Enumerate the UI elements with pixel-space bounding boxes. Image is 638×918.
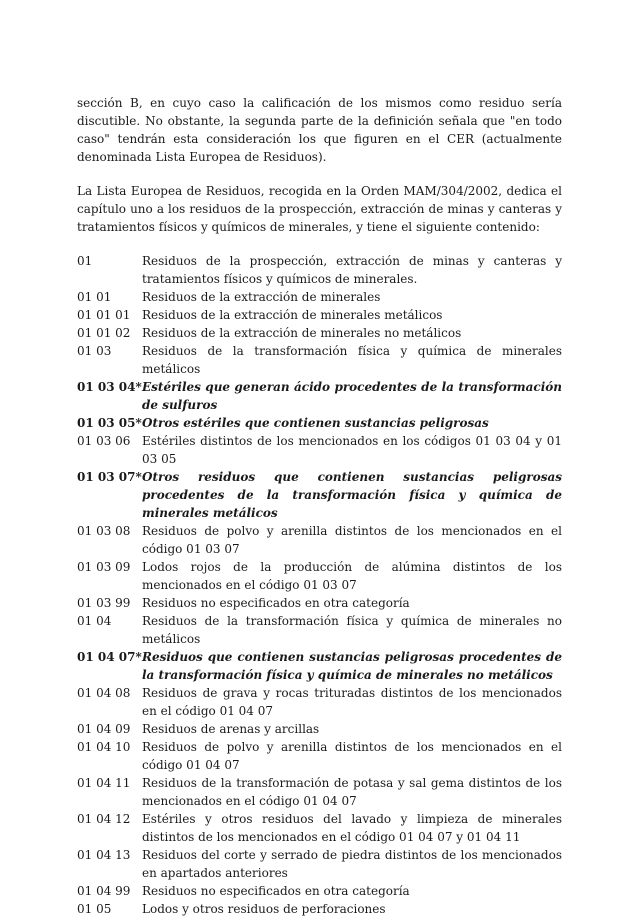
waste-code: 01 01 01 [77, 308, 131, 322]
waste-description: Estériles y otros residuos del lavado y limpieza de minerales distintos de los mencionados en el código 01 04 07 y 01 04 11 [142, 812, 562, 844]
waste-code: 01 03 07* [77, 470, 142, 484]
waste-code: 01 03 04* [77, 380, 142, 394]
waste-description: Residuos del corte y serrado de piedra distintos de los mencionados en apartados anteriores [142, 848, 562, 880]
waste-code-entry [77, 324, 562, 342]
waste-code: 01 03 06 [77, 434, 131, 448]
intro-paragraph-1: sección B, en cuyo caso la calificación de los mismos como residuo sería discutible. No obstante, la segunda parte de la definición señala que "en todo caso" tendrán esta consideración los que figuren en el CER (actualmente denominada Lista Europea de Residuos). [77, 96, 562, 164]
waste-code: 01 03 09 [77, 560, 131, 574]
waste-code-entry [77, 252, 562, 288]
waste-code: 01 03 [77, 344, 112, 358]
waste-code: 01 04 10 [77, 740, 131, 754]
waste-description: Residuos no especificados en otra categoría [142, 596, 410, 610]
waste-code-entry [77, 594, 562, 612]
waste-code-entry [77, 432, 562, 468]
waste-description: Otros estériles que contienen sustancias peligrosas [142, 416, 489, 430]
waste-description: Residuos de la prospección, extracción de minas y canteras y tratamientos físicos y químicos de minerales. [142, 254, 562, 286]
waste-description: Residuos de la extracción de minerales [142, 290, 381, 304]
waste-code: 01 04 [77, 614, 112, 628]
waste-description: Residuos de polvo y arenilla distintos de los mencionados en el código 01 03 07 [142, 524, 562, 556]
waste-code-list [77, 252, 562, 918]
waste-code-entry [77, 738, 562, 774]
waste-code-entry [77, 810, 562, 846]
waste-description: Residuos que contienen sustancias peligrosas procedentes de la transformación física y química de minerales no metálicos [142, 650, 562, 682]
waste-code-entry [77, 306, 562, 324]
hazardous-waste-entry [77, 648, 562, 684]
waste-code-entry [77, 774, 562, 810]
waste-code: 01 03 05* [77, 416, 142, 430]
waste-description: Lodos y otros residuos de perforaciones [142, 902, 386, 916]
waste-code-entry [77, 342, 562, 378]
waste-description: Residuos de grava y rocas trituradas distintos de los mencionados en el código 01 04 07 [142, 686, 562, 718]
waste-code-entry [77, 522, 562, 558]
waste-code-entry [77, 882, 562, 900]
waste-description: Residuos de la transformación física y química de minerales metálicos [142, 344, 562, 376]
waste-code: 01 04 99 [77, 884, 131, 898]
waste-code: 01 01 02 [77, 326, 131, 340]
waste-description: Estériles distintos de los mencionados en los códigos 01 03 04 y 01 03 05 [142, 434, 562, 466]
waste-code: 01 04 13 [77, 848, 131, 862]
waste-code: 01 01 [77, 290, 112, 304]
waste-description: Lodos rojos de la producción de alúmina distintos de los mencionados en el código 01 03 07 [142, 560, 562, 592]
waste-description: Residuos de la transformación de potasa y sal gema distintos de los mencionados en el código 01 04 07 [142, 776, 562, 808]
waste-code: 01 04 07* [77, 650, 142, 664]
waste-code: 01 03 99 [77, 596, 131, 610]
waste-code-entry [77, 684, 562, 720]
waste-code: 01 [77, 254, 93, 268]
waste-description: Residuos no especificados en otra categoría [142, 884, 410, 898]
waste-code: 01 03 08 [77, 524, 131, 538]
waste-code-entry [77, 288, 562, 306]
intro-paragraph-2: La Lista Europea de Residuos, recogida en la Orden MAM/304/2002, dedica el capítulo uno a los residuos de la prospección, extracción de minas y canteras y tratamientos físicos y químicos de minerales, y tiene el siguiente contenido: [77, 184, 562, 234]
waste-code-entry [77, 558, 562, 594]
hazardous-waste-entry [77, 378, 562, 414]
waste-code: 01 04 12 [77, 812, 131, 826]
waste-description: Residuos de la transformación física y química de minerales no metálicos [142, 614, 562, 646]
waste-description: Residuos de polvo y arenilla distintos de los mencionados en el código 01 04 07 [142, 740, 562, 772]
hazardous-waste-entry [77, 468, 562, 522]
waste-code-entry [77, 846, 562, 882]
waste-code: 01 04 09 [77, 722, 131, 736]
waste-description: Residuos de arenas y arcillas [142, 722, 320, 736]
waste-description: Residuos de la extracción de minerales no metálicos [142, 326, 462, 340]
waste-description: Residuos de la extracción de minerales metálicos [142, 308, 443, 322]
document-page [77, 94, 562, 918]
waste-description: Estériles que generan ácido procedentes de la transformación de sulfuros [142, 380, 562, 412]
waste-code: 01 05 [77, 902, 112, 916]
waste-code-entry [77, 612, 562, 648]
waste-code: 01 04 11 [77, 776, 131, 790]
hazardous-waste-entry [77, 414, 562, 432]
waste-code-entry [77, 720, 562, 738]
waste-code: 01 04 08 [77, 686, 131, 700]
waste-description: Otros residuos que contienen sustancias peligrosas procedentes de la transformación física y química de minerales metálicos [142, 470, 562, 520]
